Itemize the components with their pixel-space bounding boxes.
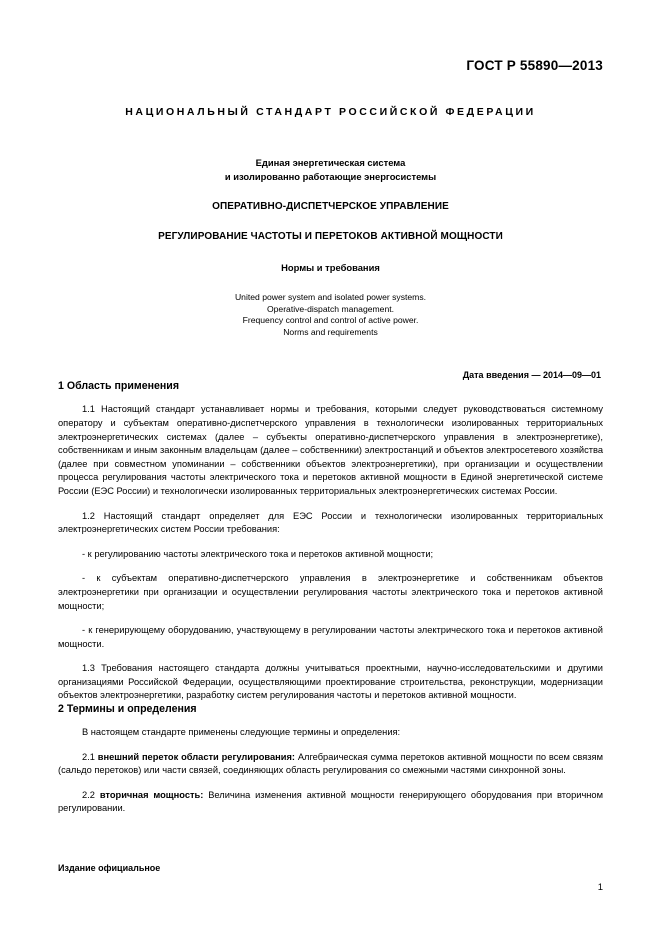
paragraph-1-2-item-1: - к регулированию частоты электрического тока и перетоков активной мощности; xyxy=(82,548,434,559)
term-name: вторичная мощность: xyxy=(99,789,204,800)
paragraph-1-2-item-2: - к субъектам оперативно-диспетчерского управления в электроэнергетике и собственникам объектов электроэнергетики при организации и осуществлении регулирования частоты электрического тока и перетоков активной мощности; xyxy=(58,573,603,611)
date-of-introduction: Дата введения — 2014—09—01 xyxy=(462,370,601,381)
english-line-2: Operative-dispatch management. xyxy=(266,303,395,314)
page-number: 1 xyxy=(597,882,603,893)
term-entry xyxy=(58,789,603,816)
term-number: 2.1 xyxy=(82,751,95,762)
title-subtitle: Нормы и требования xyxy=(281,262,380,273)
title-main-1: ОПЕРАТИВНО-ДИСПЕТЧЕРСКОЕ УПРАВЛЕНИЕ xyxy=(212,201,449,212)
section-heading-2: 2 Термины и определения xyxy=(58,703,197,716)
gost-number: ГОСТ Р 55890—2013 xyxy=(466,58,603,73)
paragraph-1-2-item-3: - к генерирующему оборудованию, участвующему в регулировании частоты электрического тока и перетоков активной мощности. xyxy=(58,625,603,649)
paragraph-1-3: 1.3 Требования настоящего стандарта должны учитываться проектными, научно-исследовательскими и другими организациями Российской Федерации, осуществляющими проектирование строительства, реконструкции, модернизации объектов электроэнергетики, разработку систем регулирования частоты и перетоков активной мощности. xyxy=(58,663,603,701)
english-line-1: United power system and isolated power systems. xyxy=(234,292,427,302)
term-definition: Алгебраическая сумма перетоков активной мощности по всем связям (сальдо перетоков) или части связей, соединяющих область регулирования со смежными частями синхронной зоны. xyxy=(58,751,603,776)
paragraph-1-1: 1.1 Настоящий стандарт устанавливает нормы и требования, которыми следует руководствоваться системному оператору и субъектам оперативно-диспетчерского управления в технологически изолированных территориальных электроэнергетических системах (далее – субъекты оперативно-диспетчерского управления в электроэнергетике), собственникам и иным законным владельцам (далее – собственники) электростанций и объектов электросетевого хозяйства (далее при совместном упоминании – собственники объектов электроэнергетики), при организации и осуществлении процесса регулирования частоты электрического тока и перетоков активной мощности в Единой энергетической системе России (ЕЭС России) и технологически изолированных территориальных электроэнергетических системах России. xyxy=(58,404,603,496)
term-definition: Величина изменения активной мощности генерирующего оборудования при вторичном регулировании. xyxy=(58,789,603,814)
footer-note: Издание официальное xyxy=(58,863,161,873)
title-block xyxy=(58,156,603,273)
term-entry xyxy=(58,751,603,778)
term-number: 2.2 xyxy=(82,789,95,800)
english-title-block xyxy=(58,292,603,338)
section-2-intro: В настоящем стандарте применены следующие термины и определения: xyxy=(82,727,401,738)
national-standard-heading: НАЦИОНАЛЬНЫЙ СТАНДАРТ РОССИЙСКОЙ ФЕДЕРАЦИИ xyxy=(125,106,536,118)
term-name: внешний переток области регулирования: xyxy=(97,751,295,762)
paragraph-1-2: 1.2 Настоящий стандарт определяет для ЕЭС России и технологически изолированных территориальных электроэнергетических систем России требования: xyxy=(58,510,603,535)
section-heading-1: 1 Область применения xyxy=(58,380,180,393)
title-line-1: Единая энергетическая система xyxy=(255,157,406,168)
title-main-2: РЕГУЛИРОВАНИЕ ЧАСТОТЫ И ПЕРЕТОКОВ АКТИВНОЙ МОЩНОСТИ xyxy=(158,231,503,242)
english-line-3: Frequency control and control of active power. xyxy=(242,315,419,326)
title-line-2: и изолированно работающие энергосистемы xyxy=(224,171,437,182)
english-line-4: Norms and requirements xyxy=(283,326,378,337)
